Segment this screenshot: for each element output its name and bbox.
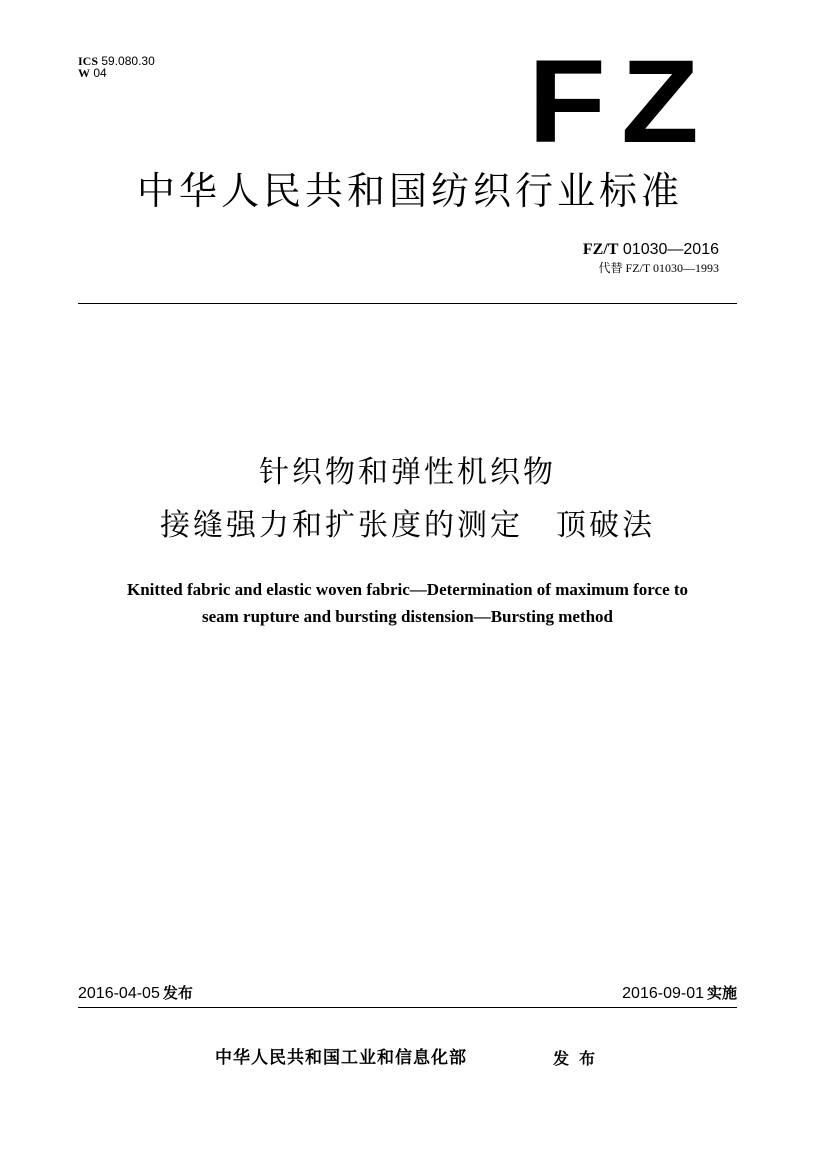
fz-logo: FZ	[528, 36, 714, 168]
standard-number-value: 01030—2016	[622, 241, 719, 258]
effective-date	[622, 983, 737, 1004]
standard-category-title: 中华人民共和国纺织行业标准	[136, 169, 683, 213]
effective-date-label: 实施	[706, 984, 737, 1002]
english-title-line-2: seam rupture and bursting distension—Bursting method	[201, 607, 614, 626]
footer-divider	[78, 1007, 737, 1008]
issue-date-label: 发布	[162, 984, 193, 1002]
standard-number	[583, 241, 719, 259]
ics-code: ICS 59.080.30	[78, 54, 155, 68]
chinese-title-line-2: 接缝强力和扩张度的测定 顶破法	[160, 508, 655, 543]
effective-date-value: 2016-09-01	[622, 985, 704, 1002]
header-divider	[78, 303, 737, 304]
classification-codes	[78, 55, 155, 79]
english-title-line-1: Knitted fabric and elastic woven fabric—Determination of maximum force to	[126, 580, 689, 599]
issue-action: 发布	[553, 1049, 606, 1068]
issue-date	[78, 983, 193, 1004]
issuing-authority: 中华人民共和国工业和信息化部	[215, 1048, 467, 1068]
chinese-title-line-1: 针织物和弹性机织物	[259, 455, 556, 490]
issue-date-value: 2016-04-05	[78, 985, 160, 1002]
replaces-standard: 代替 FZ/T 01030—1993	[598, 261, 719, 275]
standard-number-prefix: FZ/T	[582, 241, 619, 258]
ccs-code: W 04	[78, 66, 107, 80]
